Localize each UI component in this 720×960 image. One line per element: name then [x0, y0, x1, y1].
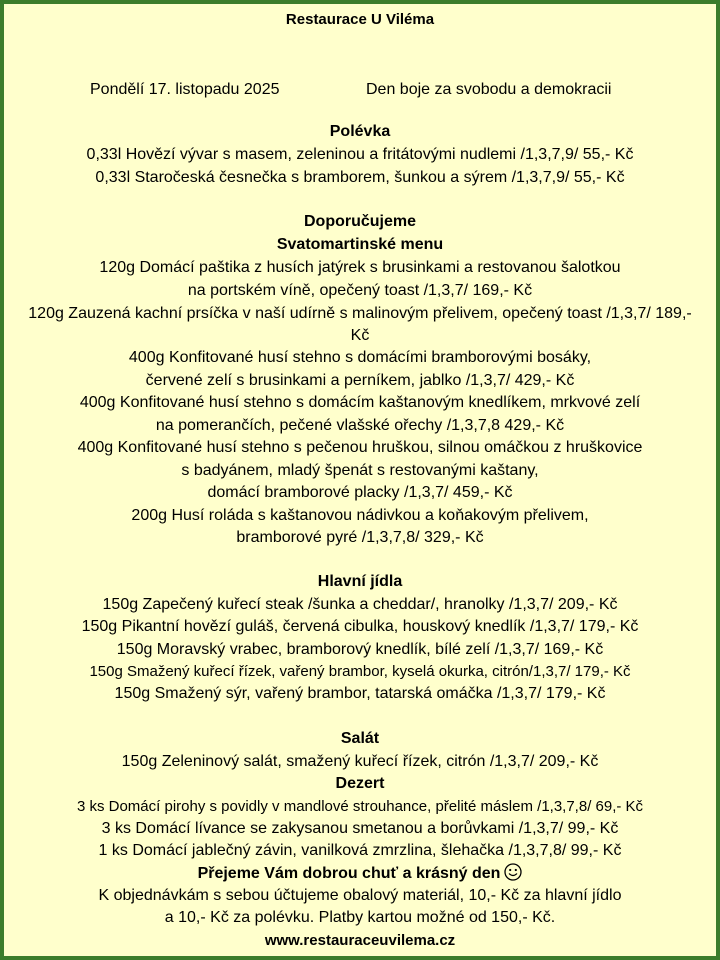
main-dish-item: 150g Zapečený kuřecí steak /šunka a cheddar/, hranolky /1,3,7/ 209,- Kč	[102, 596, 618, 613]
soup-item: 0,33l Hovězí vývar s masem, zeleninou a fritátovými nudlemi /1,3,7,9/ 55,- Kč	[86, 146, 634, 163]
main-dishes-heading: Hlavní jídla	[317, 573, 403, 590]
recommended-line: na portském víně, opečený toast /1,3,7/ 169,- Kč	[187, 282, 533, 299]
wish-line	[4, 863, 716, 884]
smiley-icon	[504, 863, 522, 881]
note-line: K objednávkám s sebou účtujeme obalový materiál, 10,- Kč za hlavní jídlo	[98, 887, 622, 904]
note-line: a 10,- Kč za polévku. Platby kartou možné od 150,- Kč.	[164, 909, 556, 926]
recommended-line: 400g Konfitované husí stehno s pečenou hruškou, silnou omáčkou z hruškovice	[77, 439, 643, 456]
recommended-line: 120g Zauzená kachní prsíčka v naší udírně s malinovým přelivem, opečený toast /1,3,7/ 189,-	[28, 305, 692, 322]
recommended-heading: Doporučujeme	[303, 213, 416, 230]
menu-date: Pondělí 17. listopadu 2025	[90, 81, 280, 98]
salad-item: 150g Zeleninový salát, smažený kuřecí řízek, citrón /1,3,7/ 209,- Kč	[121, 753, 599, 770]
recommended-line: 200g Husí roláda s kaštanovou nádivkou a koňakovým přelivem,	[131, 507, 589, 524]
dessert-item: 1 ks Domácí jablečný závin, vanilková zmrzlina, šlehačka /1,3,7,8/ 99,- Kč	[98, 842, 622, 859]
main-dish-item: 150g Smažený kuřecí řízek, vařený brambor, kyselá okurka, citrón/1,3,7/ 179,- Kč	[89, 663, 631, 680]
main-dish-item: 150g Smažený sýr, vařený brambor, tatarská omáčka /1,3,7/ 179,- Kč	[114, 685, 606, 702]
dessert-item: 3 ks Domácí lívance se zakysanou smetanou a borůvkami /1,3,7/ 99,- Kč	[101, 820, 619, 837]
recommended-line: s badyánem, mladý špenát s restovanými kaštany,	[181, 462, 539, 479]
main-dish-item: 150g Moravský vrabec, bramborový knedlík, bílé zelí /1,3,7/ 169,- Kč	[116, 641, 604, 658]
dessert-heading: Dezert	[335, 775, 385, 792]
recommended-subheading: Svatomartinské menu	[276, 236, 444, 253]
salad-heading: Salát	[340, 730, 380, 747]
recommended-line: 400g Konfitované husí stehno s domácím kaštanovým knedlíkem, mrkvové zelí	[79, 394, 641, 411]
recommended-line: Kč	[350, 327, 370, 344]
wish-text: Přejeme Vám dobrou chuť a krásný den	[197, 865, 501, 882]
recommended-line: 120g Domácí paštika z husích jatýrek s brusinkami a restovanou šalotkou	[99, 259, 621, 276]
recommended-line: domácí bramborové placky /1,3,7/ 459,- Kč	[207, 484, 513, 501]
recommended-line: na pomerančích, pečené vlašské ořechy /1,3,7,8 429,- Kč	[155, 417, 565, 434]
soup-item: 0,33l Staročeská česnečka s bramborem, šunkou a sýrem /1,3,7,9/ 55,- Kč	[95, 169, 625, 186]
dessert-item: 3 ks Domácí pirohy s povidly v mandlové strouhance, přelité máslem /1,3,7,8/ 69,- Kč	[76, 798, 644, 815]
holiday-name: Den boje za svobodu a demokracii	[366, 81, 612, 98]
website-link[interactable]: www.restauraceuvilema.cz	[264, 932, 456, 949]
soup-heading: Polévka	[329, 123, 391, 140]
restaurant-name: Restaurace U Viléma	[285, 11, 435, 28]
recommended-line: 400g Konfitované husí stehno s domácími bramborovými bosáky,	[128, 349, 592, 366]
main-dish-item: 150g Pikantní hovězí guláš, červená cibulka, houskový knedlík /1,3,7/ 179,- Kč	[81, 618, 639, 635]
recommended-line: bramborové pyré /1,3,7,8/ 329,- Kč	[236, 529, 484, 546]
recommended-line: červené zelí s brusinkami a perníkem, jablko /1,3,7/ 429,- Kč	[145, 372, 575, 389]
